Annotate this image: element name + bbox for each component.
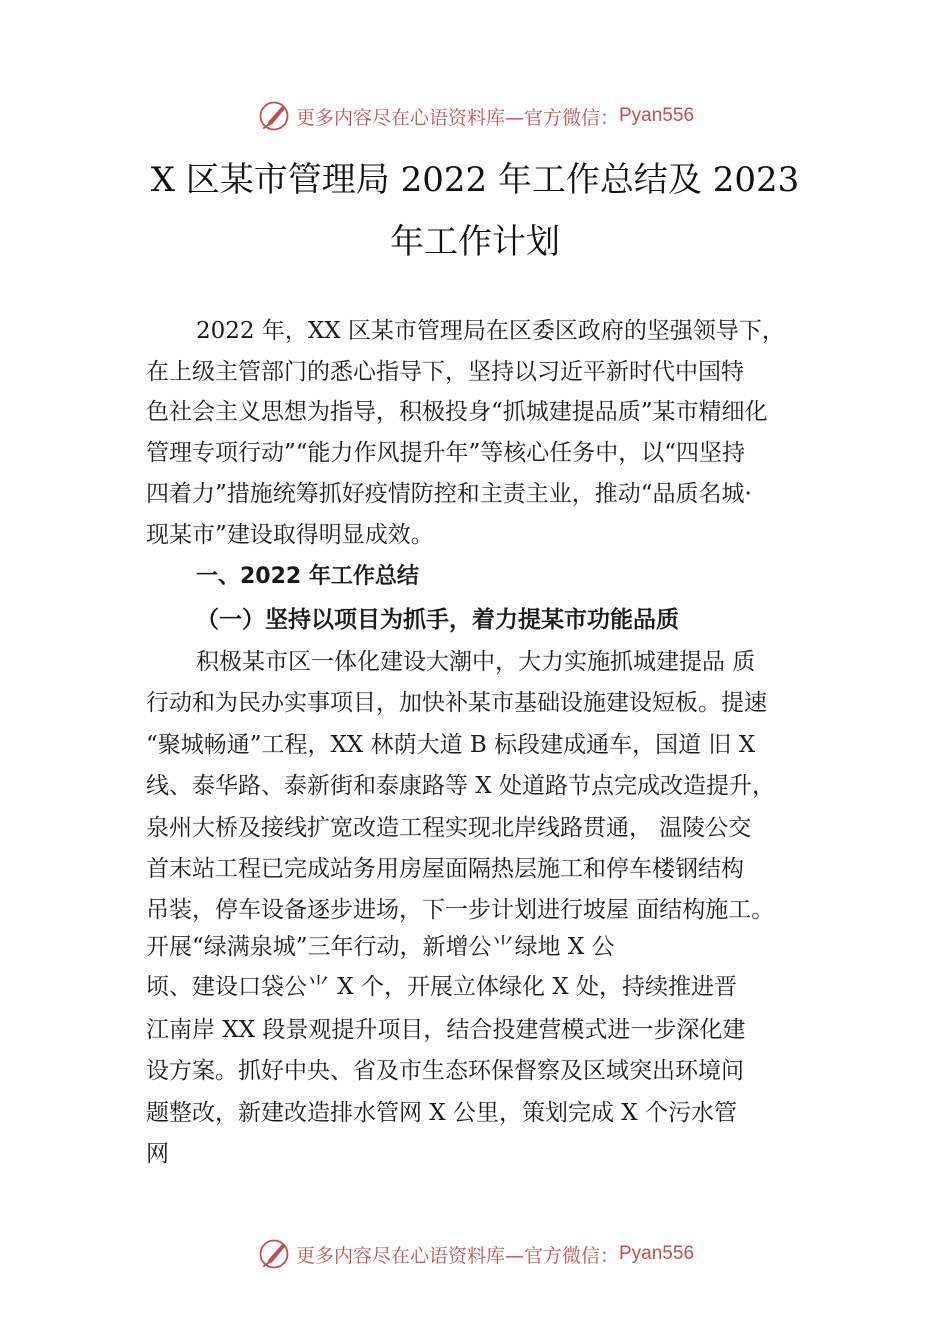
paragraph-line: 题整改，新建改造排水管网 X 公里，策划完成 X 个污水管 [146,1100,737,1126]
paragraph-line: 行动和为民办实事项目，加快补某市基础设施建设短板。提速 [146,690,767,716]
document-title-line-2: 年工作计划 [390,222,560,262]
paragraph-line: 网 [146,1141,169,1167]
paragraph-line: 线、泰华路、泰新街和泰康路等 X 处道路节点完成改造提升， [146,773,775,799]
watermark-wechat-handle: Pyan556 [619,105,695,126]
paragraph-line: 在上级主管部门的悉心指导下，坚持以习近平新时代中国特 [146,359,744,385]
paragraph-line: 江南岸 XX 段景观提升项目，结合投建营模式进一步深化建 [146,1017,746,1043]
paragraph-line: 2022 年，XX 区某市管理局在区委区政府的坚强领导下， [196,318,785,344]
watermark-top [0,96,950,136]
paragraph-line: 色社会主义思想为指导，积极投身“抓城建提品质”某市精细化 [146,399,768,425]
paragraph-line: 管理专项行动”“能力作风提升年”等核心任务中，以“四坚持 [146,440,746,466]
paragraph-line: “聚城畅通”工程，XX 林荫大道 B 标段建成通车，国道 旧 X [146,732,756,758]
paragraph-line: 积极某市区一体化建设大潮中，大力实施抓城建提品 质 [196,649,756,675]
watermark-bottom [0,1234,950,1274]
paragraph-line: 现某市”建设取得明显成效。 [146,522,434,548]
paragraph-line: 吊装，停车设备逐步进场，下一步计划进行坡屋 面结构施工。 [146,897,775,923]
paragraph-line: 四着力”措施统筹抓好疫情防控和主责主业，推动“品质名城· [146,481,752,507]
paragraph-line: 开展“绿满泉城”三年行动，新增公⺌绿地 X 公 [146,934,615,960]
watermark-text: 更多内容尽在心语资料库—官方微信： [295,1244,619,1267]
document-title-line-1: X 区某市管理局 2022 年工作总结及 2023 [150,160,800,200]
paragraph-line: 首末站工程已完成站务用房屋面隔热层施工和停车楼钢结构 [146,856,744,882]
paragraph-line: 泉州大桥及接线扩宽改造工程实现北岸线路贯通， 温陵公交 [146,815,752,841]
watermark-wechat-handle: Pyan556 [619,1243,695,1264]
quill-logo-icon [256,98,292,134]
paragraph-line: 顷、建设口袋公⺌ X 个，开展立体绿化 X 处，持续推进晋 [146,974,737,1000]
quill-logo-icon [256,1236,292,1272]
subsection-heading: （一）坚持以项目为抓手，着力提某市功能品质 [196,606,679,633]
section-heading: 一、2022 年工作总结 [196,564,419,589]
watermark-text: 更多内容尽在心语资料库—官方微信： [295,106,619,129]
paragraph-line: 设方案。抓好中央、省及市生态环保督察及区域突出环境问 [146,1058,744,1084]
